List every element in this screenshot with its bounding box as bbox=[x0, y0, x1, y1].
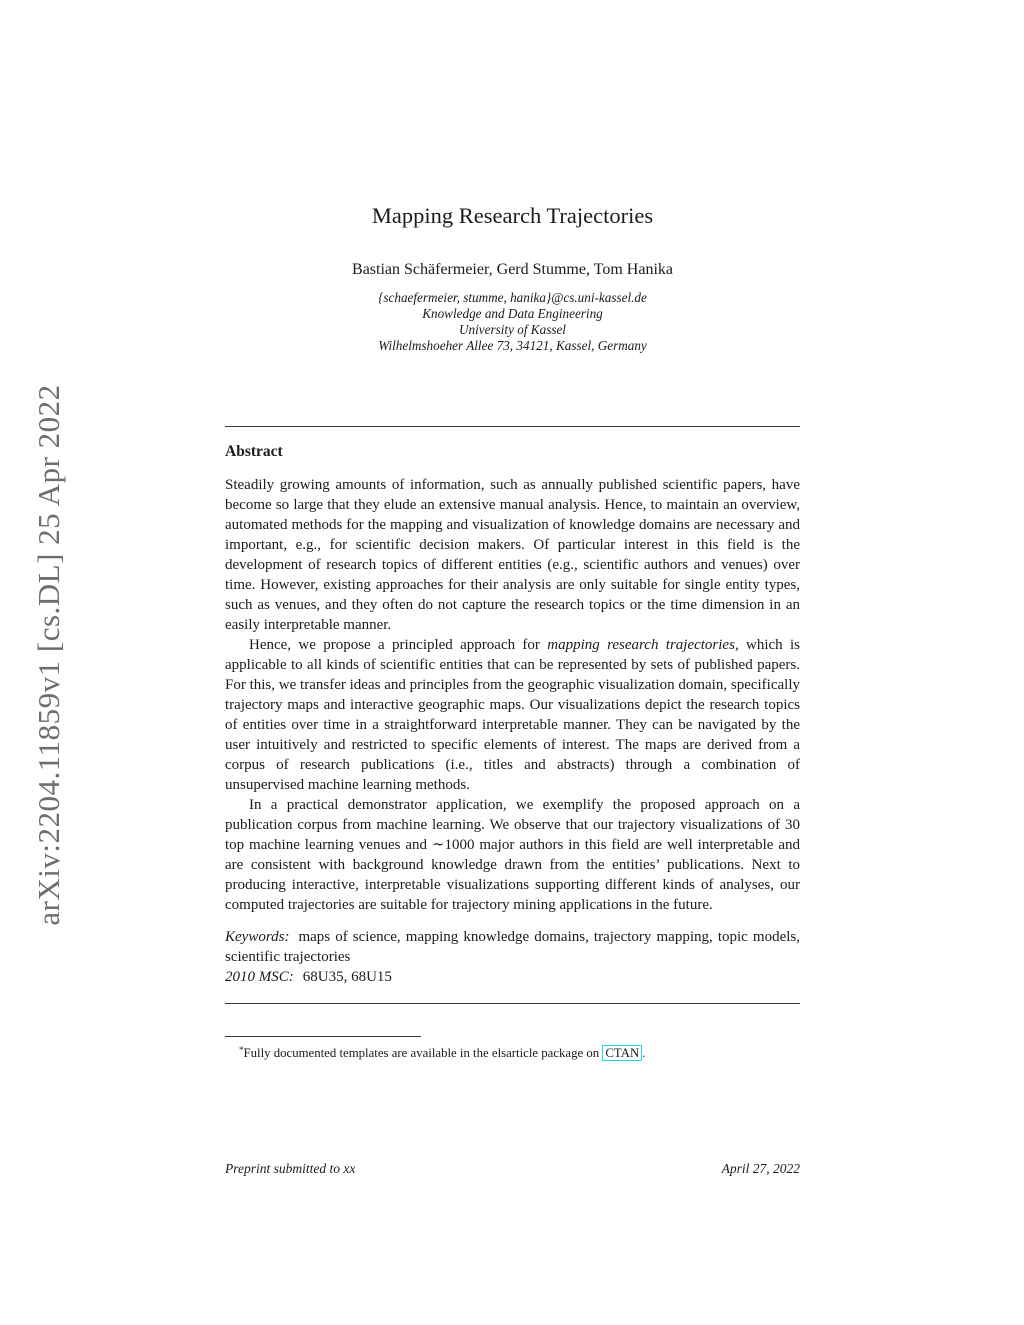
affiliation-university: University of Kassel bbox=[459, 322, 566, 337]
footer-date: April 27, 2022 bbox=[721, 1161, 800, 1176]
email-line: {schaefermeier, stumme, hanika}@cs.uni-kassel.de bbox=[378, 290, 647, 305]
affiliation-address: Wilhelmshoeher Allee 73, 34121, Kassel, Germany bbox=[378, 338, 647, 353]
footnote-body: Fully documented templates are available in the elsarticle package on bbox=[243, 1046, 603, 1060]
msc-text: 68U35, 68U15 bbox=[302, 969, 392, 985]
footnote-block bbox=[225, 1036, 800, 1062]
authors-line: Bastian Schäfermeier, Gerd Stumme, Tom Hanika bbox=[352, 261, 673, 278]
abstract-p2-emphasis: mapping research trajectories bbox=[547, 637, 735, 653]
abstract-paragraph-3: In a practical demonstrator application, we exemplify the proposed approach on a publication corpus from machine learning. We observe that our trajectory visualizations of 30 top machine learning venues and ∼1000 major authors in this field are well interpretable and are consistent with background knowledge drawn from the entities’ publications. Next to producing interactive, interpretable visualizations supporting different kinds of analyses, our computed trajectories are suitable for trajectory mining applications in the future. bbox=[225, 797, 800, 913]
abstract-bottom-rule bbox=[225, 1003, 800, 1004]
affiliation-block bbox=[225, 290, 800, 354]
keywords-label: Keywords: bbox=[225, 929, 290, 945]
keywords-line bbox=[225, 927, 800, 967]
ctan-link[interactable]: CTAN bbox=[602, 1045, 642, 1061]
abstract-p2-text-cont: , which is applicable to all kinds of scientific entities that can be represented by sets of published papers. For this, we transfer ideas and principles from the geographic visualization domain, specifically trajectory maps and interactive geographic maps. Our visualizations depict the research topics of entities over time in a straightforward interpretable manner. They can be navigated by the user intuitively and restricted to specific elements of interest. The maps are derived from a corpus of research publications (i.e., titles and abstracts) through a combination of unsupervised machine learning methods. bbox=[225, 637, 801, 793]
abstract-paragraph-2 bbox=[225, 635, 800, 795]
footnote-period: . bbox=[642, 1046, 646, 1060]
paper-page bbox=[225, 0, 800, 1062]
keywords-block bbox=[225, 927, 800, 987]
msc-line bbox=[225, 967, 800, 987]
affiliation-group: Knowledge and Data Engineering bbox=[422, 306, 603, 321]
abstract-heading: Abstract bbox=[225, 443, 283, 460]
msc-label: 2010 MSC: bbox=[225, 969, 294, 985]
abstract-top-rule bbox=[225, 426, 800, 427]
footnote-text bbox=[225, 1042, 800, 1062]
page-footer bbox=[225, 1160, 800, 1177]
footer-preprint-note: Preprint submitted to xx bbox=[225, 1161, 356, 1176]
abstract-paragraph-1: Steadily growing amounts of information, such as annually published scientific papers, have become so large that they elude an extensive manual analysis. Hence, to maintain an overview, automated methods for the mapping and visualization of knowledge domains are necessary and important, e.g., for scientific decision makers. Of particular interest in this field is the development of research topics of different entities (e.g., scientific authors and venues) over time. However, existing approaches for their analysis are only suitable for single entity types, such as venues, and they often do not capture the research topics or the time dimension in an easily interpretable manner. bbox=[225, 477, 800, 633]
keywords-text: maps of science, mapping knowledge domains, trajectory mapping, topic models, scientific trajectories bbox=[225, 929, 800, 965]
footnote-marker: * bbox=[239, 1045, 244, 1055]
abstract-p2-text: Hence, we propose a principled approach for bbox=[249, 637, 548, 653]
arxiv-watermark: arXiv:2204.11859v1 [cs.DL] 25 Apr 2022 bbox=[31, 384, 66, 926]
paper-title: Mapping Research Trajectories bbox=[371, 203, 654, 228]
footnote-rule bbox=[225, 1036, 421, 1037]
